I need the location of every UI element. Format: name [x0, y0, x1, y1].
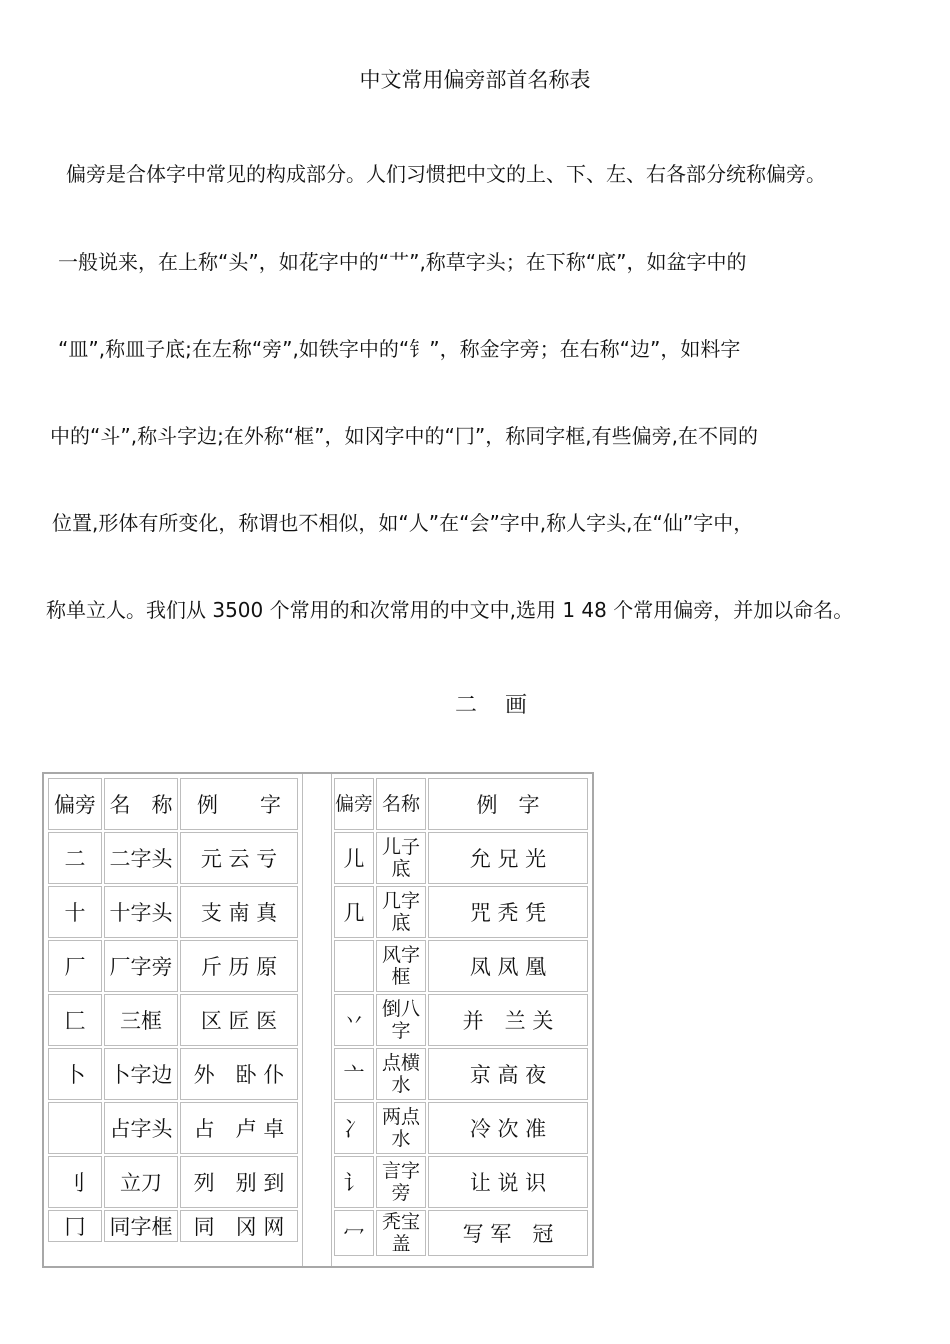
table-divider [302, 774, 332, 1266]
examples-cell: 列 别 到 [180, 1156, 298, 1208]
radical-table [42, 772, 594, 1268]
radical-cell: 丷 [334, 994, 374, 1046]
paragraph-line-6: 称单立人。我们从 3500 个常用的和次常用的中文中,选用 1 48 个常用偏旁，并加以命名。 [46, 598, 854, 622]
radical-cell: 厂 [48, 940, 102, 992]
radical-cell: 几 [334, 886, 374, 938]
table-header-row [334, 778, 588, 830]
name-cell: 立刀 [104, 1156, 178, 1208]
radical-cell: 冖 [334, 1210, 374, 1256]
radical-cell [48, 1102, 102, 1154]
table-row [48, 940, 298, 992]
header-radical: 偏旁 [334, 778, 374, 830]
examples-cell: 占 卢 卓 [180, 1102, 298, 1154]
paragraph-line-3: “皿”,称皿子底;在左称“旁”,如铁字中的“钅”，称金字旁；在右称“边”，如料字 [58, 337, 741, 361]
table-row [334, 886, 588, 938]
examples-cell: 写 军 冠 [428, 1210, 588, 1256]
name-cell: 占字头 [104, 1102, 178, 1154]
examples-cell: 区 匠 医 [180, 994, 298, 1046]
examples-cell: 冷 次 准 [428, 1102, 588, 1154]
paragraph-line-5: 位置,形体有所变化，称谓也不相似，如“人”在“会”字中,称人字头,在“仙”字中， [52, 511, 754, 535]
name-cell: 点横水 [376, 1048, 426, 1100]
name-cell: 十字头 [104, 886, 178, 938]
name-cell: 儿子底 [376, 832, 426, 884]
table-row [48, 1156, 298, 1208]
examples-cell: 让 说 识 [428, 1156, 588, 1208]
examples-cell: 咒 秃 凭 [428, 886, 588, 938]
header-examples: 例 字 [180, 778, 298, 830]
name-cell: 倒八字 [376, 994, 426, 1046]
radical-cell: 讠 [334, 1156, 374, 1208]
table-row [334, 1156, 588, 1208]
radical-cell: 二 [48, 832, 102, 884]
table-row [334, 940, 588, 992]
radical-cell [334, 940, 374, 992]
table-row [48, 886, 298, 938]
paragraph-line-2: 一般说来，在上称“头”，如花字中的“艹”,称草字头；在下称“底”，如盆字中的 [58, 250, 747, 274]
examples-cell: 支 南 真 [180, 886, 298, 938]
table-row [334, 994, 588, 1046]
name-cell: 卜字边 [104, 1048, 178, 1100]
name-cell: 三框 [104, 994, 178, 1046]
examples-cell: 京 高 夜 [428, 1048, 588, 1100]
table-row [48, 1210, 298, 1242]
radical-cell: 亠 [334, 1048, 374, 1100]
table-row [48, 994, 298, 1046]
table-row [334, 832, 588, 884]
name-cell: 两点水 [376, 1102, 426, 1154]
examples-cell: 凤 凤 凰 [428, 940, 588, 992]
name-cell: 厂字旁 [104, 940, 178, 992]
examples-cell: 并 兰 关 [428, 994, 588, 1046]
name-cell: 风字框 [376, 940, 426, 992]
header-name: 名称 [376, 778, 426, 830]
radical-cell: 匚 [48, 994, 102, 1046]
examples-cell: 外 卧 仆 [180, 1048, 298, 1100]
paragraph-line-4: 中的“斗”,称斗字边;在外称“框”，如冈字中的“冂”，称同字框,有些偏旁,在不同的 [50, 424, 758, 448]
examples-cell: 斤 历 原 [180, 940, 298, 992]
name-cell: 秃宝盖 [376, 1210, 426, 1256]
left-table [46, 776, 300, 1244]
radical-cell: 冫 [334, 1102, 374, 1154]
radical-cell: 卜 [48, 1048, 102, 1100]
radical-cell: 儿 [334, 832, 374, 884]
header-radical: 偏旁 [48, 778, 102, 830]
table-row [48, 1102, 298, 1154]
examples-cell: 元 云 亏 [180, 832, 298, 884]
table-header-row [48, 778, 298, 830]
section-heading: 二画 [455, 693, 556, 718]
examples-cell: 允 兄 光 [428, 832, 588, 884]
header-examples: 例 字 [428, 778, 588, 830]
name-cell: 言字旁 [376, 1156, 426, 1208]
paragraph-line-1: 偏旁是合体字中常见的构成部分。人们习惯把中文的上、下、左、右各部分统称偏旁。 [66, 162, 826, 186]
radical-cell: 刂 [48, 1156, 102, 1208]
header-name: 名 称 [104, 778, 178, 830]
table-row [48, 832, 298, 884]
name-cell: 二字头 [104, 832, 178, 884]
table-row [48, 1048, 298, 1100]
right-table [332, 776, 590, 1258]
examples-cell: 同 冈 网 [180, 1210, 298, 1242]
radical-cell: 冂 [48, 1210, 102, 1242]
table-row [334, 1210, 588, 1256]
name-cell: 同字框 [104, 1210, 178, 1242]
radical-cell: 十 [48, 886, 102, 938]
page-title: 中文常用偏旁部首名称表 [359, 68, 591, 92]
table-row [334, 1102, 588, 1154]
name-cell: 几字底 [376, 886, 426, 938]
table-row [334, 1048, 588, 1100]
